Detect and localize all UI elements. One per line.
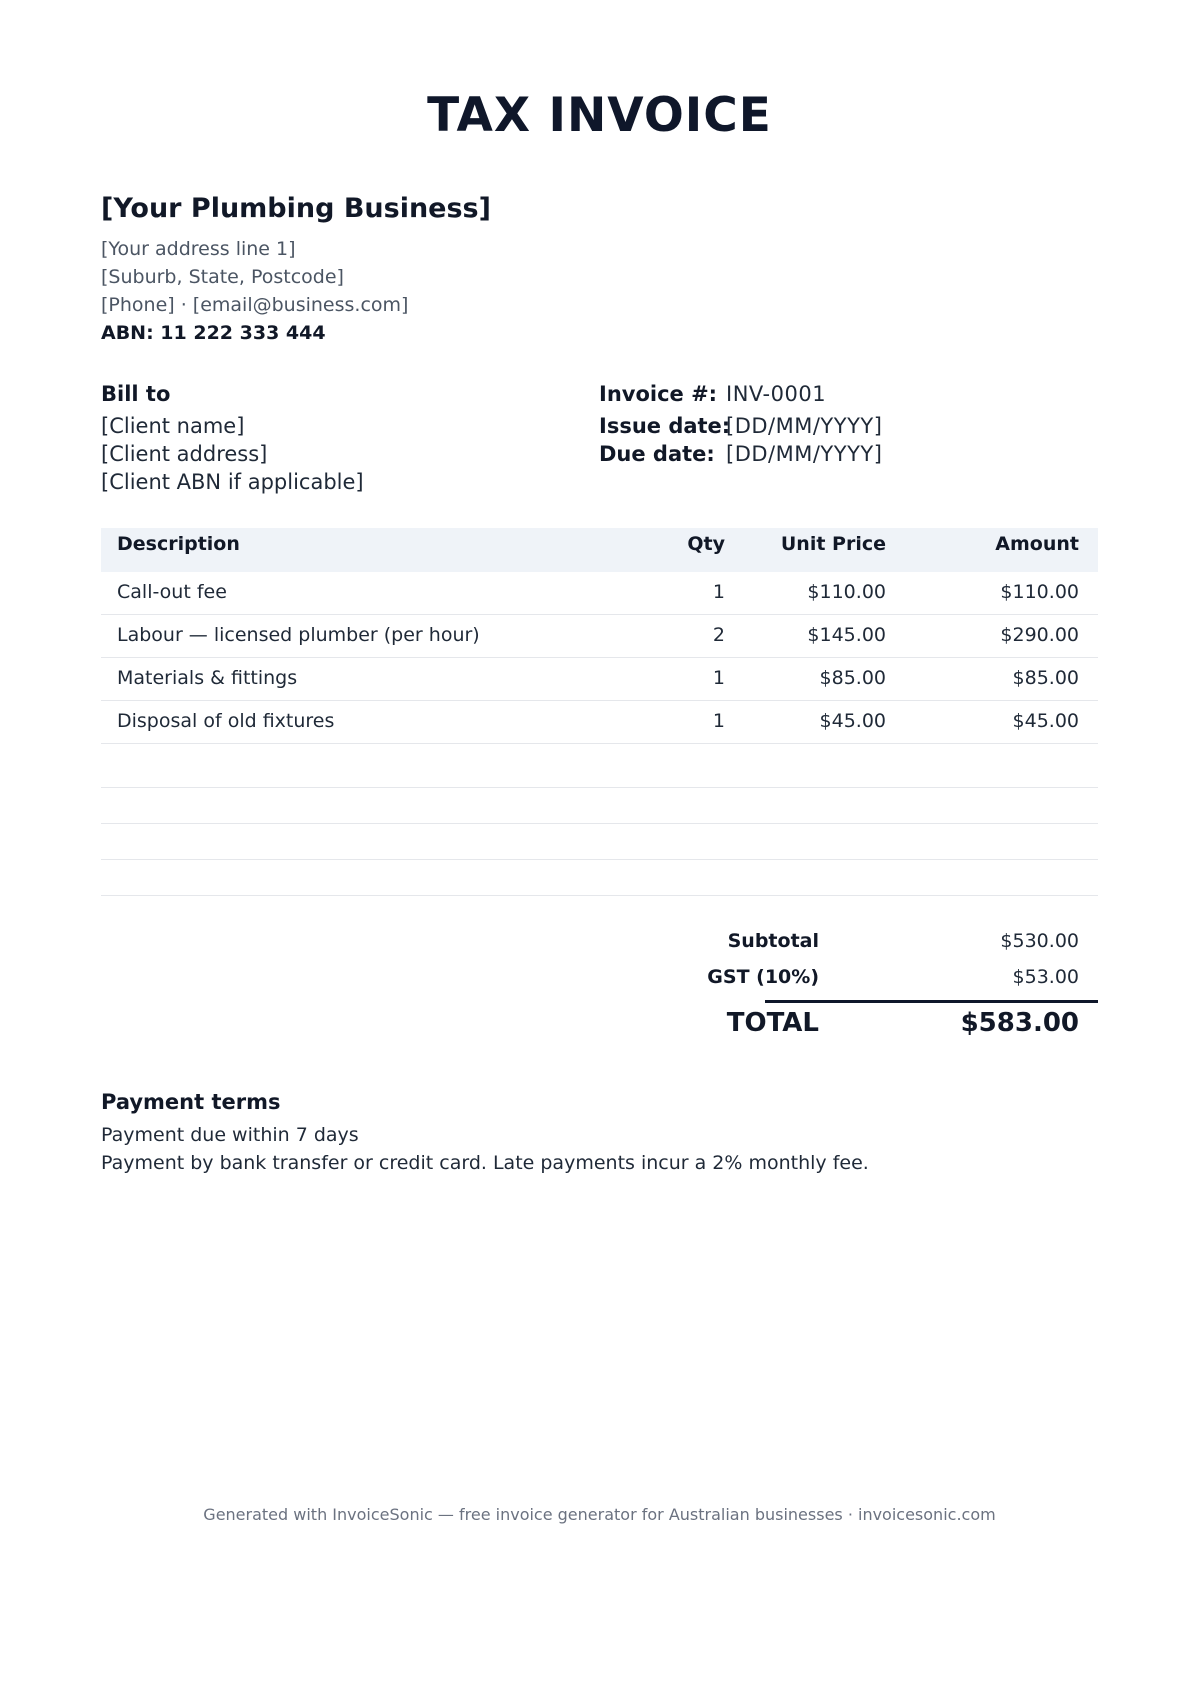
row-unit-price: $145.00 — [807, 624, 886, 646]
row-unit-price: $110.00 — [807, 581, 886, 603]
client-abn: [Client ABN if applicable] — [101, 470, 364, 494]
table-row — [101, 572, 1098, 615]
table-row — [101, 701, 1098, 744]
subtotal-label: Subtotal — [727, 930, 819, 952]
subtotal-value: $530.00 — [1000, 930, 1079, 952]
header-qty: Qty — [687, 533, 725, 555]
total-divider — [765, 1000, 1098, 1003]
row-description: Materials & fittings — [117, 667, 298, 689]
row-amount: $85.00 — [1012, 667, 1079, 689]
header-description: Description — [117, 533, 240, 555]
row-qty: 1 — [712, 581, 725, 603]
table-header — [101, 528, 1098, 572]
row-amount: $45.00 — [1012, 710, 1079, 732]
due-date-label: Due date: — [599, 442, 715, 466]
due-date-value: [DD/MM/YYYY] — [726, 442, 883, 466]
header-amount: Amount — [995, 533, 1079, 555]
total-label: TOTAL — [726, 1008, 819, 1038]
row-amount: $110.00 — [1000, 581, 1079, 603]
invoice-page — [101, 0, 1098, 1684]
row-qty: 2 — [712, 624, 725, 646]
client-name: [Client name] — [101, 414, 245, 438]
total-value: $583.00 — [960, 1008, 1079, 1038]
invoice-title: TAX INVOICE — [427, 88, 772, 143]
row-unit-price: $85.00 — [819, 667, 886, 689]
bill-to-heading: Bill to — [101, 382, 171, 406]
client-address: [Client address] — [101, 442, 268, 466]
row-description: Disposal of old fixtures — [117, 710, 335, 732]
invoice-number-label: Invoice #: — [599, 382, 718, 406]
row-qty: 1 — [712, 667, 725, 689]
business-abn: ABN: 11 222 333 444 — [101, 322, 326, 344]
empty-row — [101, 860, 1098, 896]
row-amount: $290.00 — [1000, 624, 1079, 646]
business-name: [Your Plumbing Business] — [101, 193, 491, 224]
empty-row — [101, 788, 1098, 824]
business-contact: [Phone] · [email@business.com] — [101, 294, 409, 316]
row-description: Call-out fee — [117, 581, 227, 603]
payment-terms-line2: Payment by bank transfer or credit card. Late payments incur a 2% monthly fee. — [101, 1152, 869, 1174]
row-unit-price: $45.00 — [819, 710, 886, 732]
header-unit-price: Unit Price — [780, 533, 886, 555]
row-qty: 1 — [712, 710, 725, 732]
empty-row — [101, 744, 1098, 788]
empty-row — [101, 824, 1098, 860]
gst-value: $53.00 — [1012, 966, 1079, 988]
payment-terms-line1: Payment due within 7 days — [101, 1124, 359, 1146]
payment-terms-heading: Payment terms — [101, 1090, 281, 1114]
business-address-line2: [Suburb, State, Postcode] — [101, 266, 344, 288]
table-row — [101, 658, 1098, 701]
gst-label: GST (10%) — [707, 966, 819, 988]
row-description: Labour — licensed plumber (per hour) — [117, 624, 480, 646]
table-row — [101, 615, 1098, 658]
invoice-number-value: INV-0001 — [726, 382, 827, 406]
issue-date-label: Issue date: — [599, 414, 731, 438]
business-address-line1: [Your address line 1] — [101, 238, 296, 260]
line-items-table — [101, 528, 1098, 896]
footer-note: Generated with InvoiceSonic — free invoice generator for Australian businesses · invoicesonic.com — [203, 1505, 996, 1524]
issue-date-value: [DD/MM/YYYY] — [726, 414, 883, 438]
